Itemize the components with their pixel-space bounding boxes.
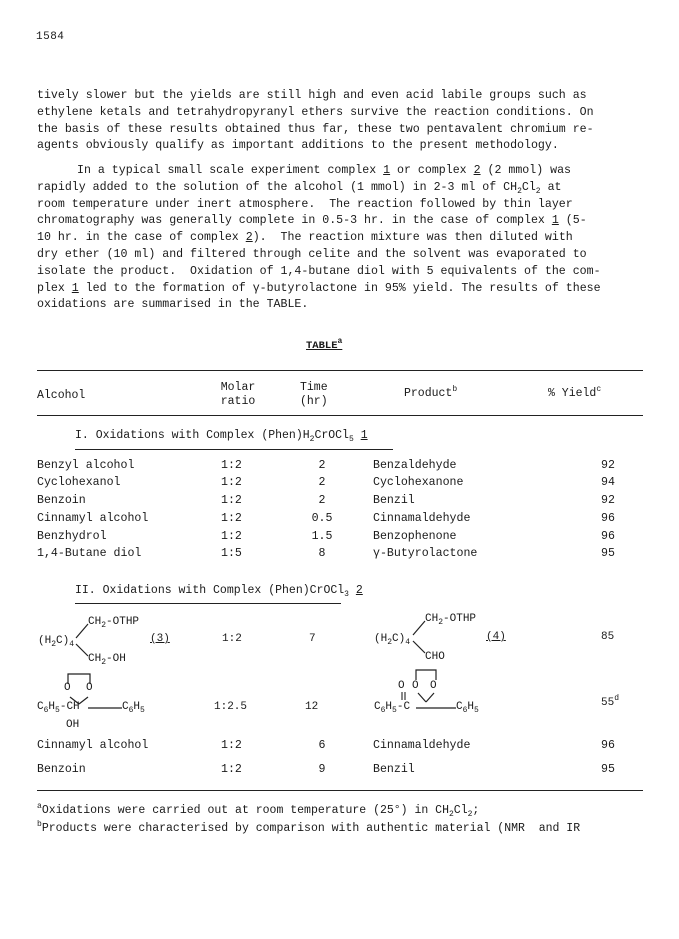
cell-time: 7 — [309, 633, 316, 645]
table-top-rule — [37, 370, 643, 371]
chem-label: $C_6H_5$ — [456, 701, 479, 715]
chem-label: O — [86, 682, 93, 694]
compound-number: (4) — [486, 631, 506, 643]
table-row — [37, 763, 643, 779]
cell-ratio: 1:2 — [221, 459, 242, 472]
cell-alcohol: Cyclohexanol — [37, 476, 121, 489]
cell-time: 6 — [318, 739, 326, 752]
text-line: tively slower but the yields are still high and even acid labile groups such as — [37, 89, 587, 102]
cell-ratio: 1:2 — [221, 739, 242, 752]
text-line: 10 hr. in the case of complex 2). The reaction mixture was then diluted with — [37, 231, 573, 245]
chem-label: OH — [66, 719, 80, 731]
cell-alcohol: Benzoin — [37, 494, 86, 507]
chem-label: O — [64, 682, 71, 694]
table-title: TABLE$^a$ — [306, 337, 343, 352]
table-row — [37, 494, 643, 510]
table-row — [37, 739, 643, 755]
cell-time: 0.5 — [311, 512, 333, 525]
chem-label: $CH_2-OH$ — [88, 653, 126, 667]
cell-ratio: 1:2 — [221, 494, 242, 507]
text-line: In a typical small scale experiment complex 1 or complex 2 (2 mmol) was — [77, 164, 572, 177]
cell-alcohol: Cinnamyl alcohol — [37, 512, 149, 525]
cell-product: Cinnamaldehyde — [373, 512, 471, 525]
cell-alcohol: Cinnamyl alcohol — [37, 739, 149, 752]
text-line: oxidations are summarised in the TABLE. — [37, 298, 309, 312]
cell-ratio: 1:5 — [221, 547, 242, 560]
text-line: chromatography was generally complete in 0.5-3 hr. in the case of complex 1 (5- — [37, 214, 587, 228]
cell-time: 9 — [318, 763, 326, 776]
compound-number: (3) — [150, 633, 170, 645]
cell-yield: 92 — [601, 459, 615, 472]
section-underline — [75, 449, 393, 450]
table-row — [37, 547, 643, 563]
text-line: ethylene ketals and tetrahydropyranyl ethers survive the reaction conditions. On — [37, 105, 594, 119]
table-row — [37, 530, 643, 546]
cell-product: Cinnamaldehyde — [373, 739, 471, 752]
table-bottom-rule — [37, 790, 643, 791]
footnote-a: $^a$Oxidations were carried out at room temperature (25°) in $CH_2Cl_2$; — [37, 802, 480, 819]
header-molar-ratio: Molar ratio — [220, 381, 256, 408]
cell-time: 8 — [318, 547, 326, 560]
text-line: plex 1 led to the formation of γ-butyrolactone in 95% yield. The results of these — [37, 281, 601, 295]
cell-alcohol: 1,4-Butane diol — [37, 547, 142, 560]
text-line: dry ether (10 ml) and filtered through celite and the solvent was evaporated to — [37, 247, 587, 261]
table-header-rule — [37, 415, 643, 416]
section-heading-complex-2: II. Oxidations with Complex (Phen)CrOCl$_3$ 2 — [75, 584, 363, 599]
chem-label: O — [412, 680, 419, 692]
cell-yield: 96 — [601, 512, 615, 525]
header-yield: % Yield$^c$ — [548, 385, 602, 400]
text-line: isolate the product. Oxidation of 1,4-butane diol with 5 equivalents of the com- — [37, 264, 601, 278]
cell-ratio: 1:2.5 — [214, 701, 248, 713]
cell-time: 2 — [318, 459, 326, 472]
cell-yield: 94 — [601, 476, 615, 489]
text-line: the basis of these results obtained thus far, these two pentavalent chromium re- — [37, 122, 594, 136]
table-row — [37, 512, 643, 528]
cell-yield: 92 — [601, 494, 615, 507]
cell-product: Benzil — [373, 763, 415, 776]
cell-product: Benzaldehyde — [373, 459, 457, 472]
cell-yield: 95 — [601, 547, 615, 560]
cell-alcohol: Benzoin — [37, 763, 86, 776]
cell-time: 2 — [318, 476, 326, 489]
section-underline — [75, 603, 341, 604]
chem-label: $C_6H_5-C$ — [374, 701, 411, 715]
chem-label: $(H_2C)_4$ — [374, 633, 411, 647]
cell-product: Benzophenone — [373, 530, 457, 543]
text-line: agents obviously qualify as important additions to the present methodology. — [37, 139, 559, 153]
paragraph-intro — [37, 88, 643, 155]
chem-label: O — [430, 680, 437, 692]
chem-label: $CH_2$-OTHP — [425, 613, 477, 627]
cell-yield: 96 — [601, 739, 615, 752]
header-product: Product$^b$ — [404, 385, 458, 400]
page-number: 1584 — [36, 31, 65, 43]
bond-lines — [411, 619, 431, 659]
cell-alcohol: Benzyl alcohol — [37, 459, 135, 472]
cell-yield: 55$^d$ — [601, 694, 620, 709]
cell-alcohol: Benzhydrol — [37, 530, 107, 543]
bond-lines — [74, 622, 94, 662]
cell-ratio: 1:2 — [221, 476, 242, 489]
paragraph-experimental — [37, 163, 643, 314]
chem-label: CHO — [425, 651, 445, 663]
chem-label: O — [398, 680, 405, 692]
table-row — [37, 459, 643, 475]
cell-ratio: 1:2 — [221, 512, 242, 525]
cell-ratio: 1:2 — [222, 633, 242, 645]
chem-label: $C_6H_5$ — [122, 701, 145, 715]
bond-line — [416, 707, 456, 711]
header-alcohol: Alcohol — [37, 389, 86, 402]
table-row — [37, 476, 643, 492]
chem-label: $(H_2C)_4$ — [38, 635, 75, 649]
cell-product: Cyclohexanone — [373, 476, 464, 489]
text-line: room temperature under inert atmosphere. The reaction followed by thin layer — [37, 197, 573, 211]
chem-label: $C_6H_5-CH$ — [37, 701, 80, 715]
cell-product: γ-Butyrolactone — [373, 547, 478, 560]
cell-ratio: 1:2 — [221, 530, 242, 543]
footnote-b: $^b$Products were characterised by comparison with authentic material (NMR and IR — [37, 820, 581, 835]
cell-yield: 96 — [601, 530, 615, 543]
text-line: rapidly added to the solution of the alcohol (1 mmol) in 2-3 ml of $CH_2Cl_2$ at — [37, 180, 562, 196]
cell-time: 2 — [318, 494, 326, 507]
chem-label: $CH_2$-OTHP — [88, 616, 140, 630]
cell-yield: 95 — [601, 763, 615, 776]
cell-product: Benzil — [373, 494, 415, 507]
cell-ratio: 1:2 — [221, 763, 242, 776]
cell-yield: 85 — [601, 631, 615, 643]
bond-line — [88, 707, 122, 711]
cell-time: 12 — [305, 701, 319, 713]
header-time: Time (hr) — [300, 381, 328, 408]
cell-time: 1.5 — [311, 530, 333, 543]
section-heading-complex-1: I. Oxidations with Complex $(Phen)H_2CrOCl_5$ 1 — [75, 429, 368, 444]
